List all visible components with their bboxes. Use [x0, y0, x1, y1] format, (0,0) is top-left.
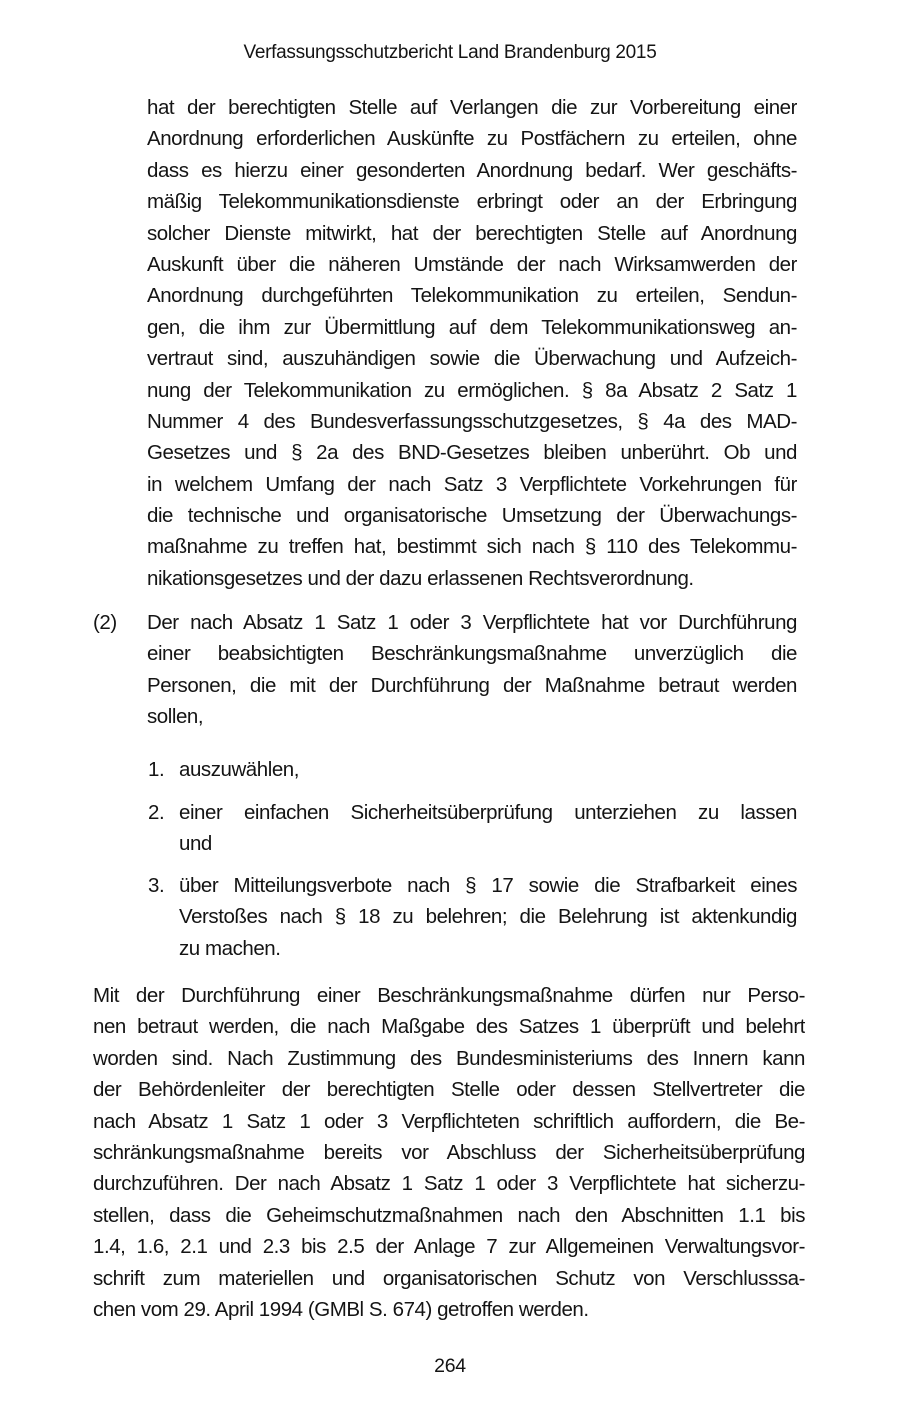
- text-line: Anordnung durchgeführten Telekommunikation zu erteilen, Sendun-: [147, 284, 797, 308]
- text-line: durchzuführen. Der nach Absatz 1 Satz 1 oder 3 Verpflichtete hat sicherzu-: [93, 1172, 805, 1196]
- list-item-3-body: [179, 870, 797, 964]
- text-line: über Mitteilungsverbote nach § 17 sowie die Strafbarkeit eines: [179, 874, 797, 897]
- text-line: nen betraut werden, die nach Maßgabe des Satzes 1 überprüft und belehrt: [93, 1015, 805, 1039]
- list-item-2: [148, 797, 797, 860]
- text-line: solcher Dienste mitwirkt, hat der berechtigten Stelle auf Anordnung: [147, 221, 797, 245]
- page-number: 264: [434, 1355, 466, 1377]
- text-line: mäßig Telekommunikationsdienste erbringt oder an der Erbringung: [147, 190, 797, 214]
- text-line: einer einfachen Sicherheitsüberprüfung unterziehen zu lassen: [179, 801, 797, 824]
- paragraph-continuation: [147, 92, 797, 594]
- paragraph-2-body: [147, 607, 797, 733]
- text-line: chen vom 29. April 1994 (GMBl S. 674) getroffen werden.: [93, 1297, 589, 1321]
- list-number: 3.: [148, 874, 165, 897]
- list-item-1: [148, 754, 797, 785]
- text-line: Auskunft über die näheren Umstände der nach Wirksamwerden der: [147, 252, 797, 276]
- text-line: schränkungsmaßnahme bereits vor Abschluss der Sicherheitsüberprüfung: [93, 1140, 805, 1164]
- text-line: vertraut sind, auszuhändigen sowie die Überwachung und Aufzeich-: [147, 347, 797, 371]
- text-line: nikationsgesetzes und der dazu erlassenen Rechtsverordnung.: [147, 566, 694, 590]
- text-line: stellen, dass die Geheimschutzmaßnahmen nach den Abschnitten 1.1 bis: [93, 1203, 805, 1227]
- text-line: dass es hierzu einer gesonderten Anordnung bedarf. Wer geschäfts-: [147, 158, 797, 182]
- text-line: in welchem Umfang der nach Satz 3 Verpflichtete Vorkehrungen für: [147, 472, 797, 496]
- text-line: nach Absatz 1 Satz 1 oder 3 Verpflichteten schriftlich auffordern, die Be-: [93, 1109, 805, 1133]
- text-line: Verstoßes nach § 18 zu belehren; die Belehrung ist aktenkundig: [179, 905, 797, 929]
- text-line: die technische und organisatorische Umsetzung der Überwachungs-: [147, 504, 797, 528]
- text-line: Personen, die mit der Durchführung der Maßnahme betraut werden: [147, 673, 797, 697]
- text-line: sollen,: [147, 705, 204, 729]
- text-line: worden sind. Nach Zustimmung des Bundesministeriums des Innern kann: [93, 1046, 805, 1070]
- list-item-3: [148, 870, 797, 964]
- text-line: einer beabsichtigten Beschränkungsmaßnahme unverzüglich die: [147, 642, 797, 666]
- text-line: auszuwählen,: [179, 758, 299, 781]
- text-line: zu machen.: [179, 936, 281, 960]
- text-line: und: [179, 832, 212, 856]
- text-line: der Behördenleiter der berechtigten Stelle oder dessen Stellvertreter die: [93, 1078, 805, 1102]
- text-line: maßnahme zu treffen hat, bestimmt sich nach § 110 des Telekommu-: [147, 535, 797, 559]
- text-line: Nummer 4 des Bundesverfassungsschutzgesetzes, § 4a des MAD-: [147, 409, 797, 433]
- paragraph-number: (2): [93, 611, 117, 634]
- running-header: Verfassungsschutzbericht Land Brandenburg 2015: [243, 42, 657, 63]
- text-line: nung der Telekommunikation zu ermöglichen. § 8a Absatz 2 Satz 1: [147, 378, 797, 402]
- list-item-2-body: [179, 797, 797, 860]
- paragraph-closing: [93, 980, 805, 1325]
- text-line: 1.4, 1.6, 2.1 und 2.3 bis 2.5 der Anlage 7 zur Allgemeinen Verwaltungsvor-: [93, 1235, 805, 1259]
- paragraph-2: [93, 607, 797, 733]
- text-line: hat der berechtigten Stelle auf Verlangen die zur Vorbereitung einer: [147, 96, 797, 119]
- text-line: Anordnung erforderlichen Auskünfte zu Postfächern zu erteilen, ohne: [147, 127, 797, 151]
- text-line: schrift zum materiellen und organisatorischen Schutz von Verschlusssa-: [93, 1266, 805, 1290]
- text-line: gen, die ihm zur Übermittlung auf dem Telekommunikationsweg an-: [147, 315, 797, 339]
- list-number: 2.: [148, 801, 165, 824]
- text-line: Der nach Absatz 1 Satz 1 oder 3 Verpflichtete hat vor Durchführung: [147, 611, 797, 634]
- list-number: 1.: [148, 758, 165, 781]
- text-line: Gesetzes und § 2a des BND-Gesetzes bleiben unberührt. Ob und: [147, 441, 797, 465]
- text-line: Mit der Durchführung einer Beschränkungsmaßnahme dürfen nur Perso-: [93, 984, 805, 1007]
- list-item-1-body: [179, 754, 797, 785]
